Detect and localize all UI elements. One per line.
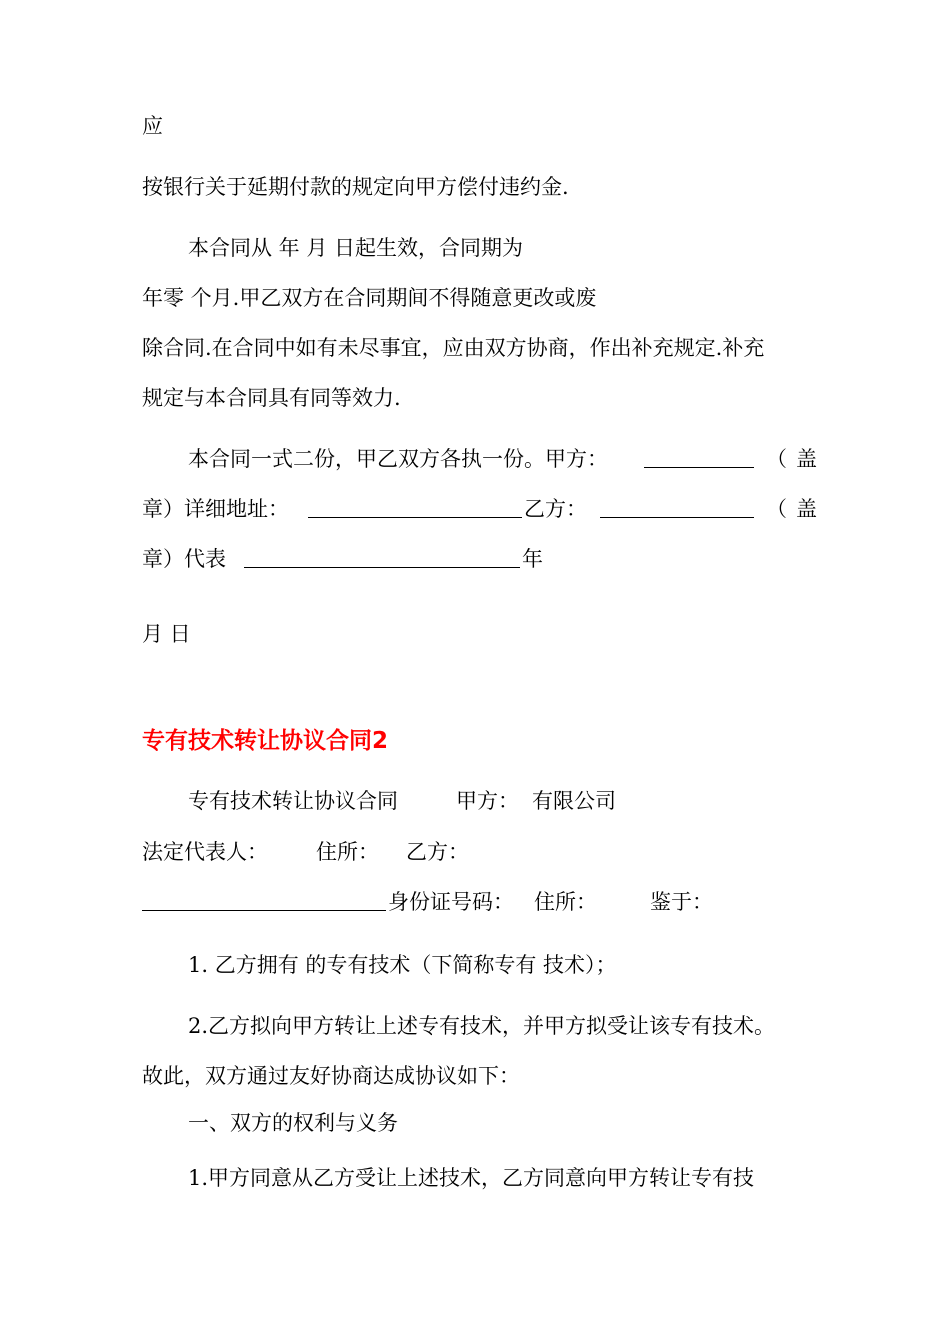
text-line: 规定与本合同具有同等效力. [142,386,401,410]
representative-blank [244,549,520,568]
text-line: 乙方： [406,840,469,864]
text-line: 甲方： [456,789,519,813]
list-item: 1.甲方同意从乙方受让上述技术，乙方同意向甲方转让专有技 [188,1166,755,1190]
text-line: 鉴于： [650,890,713,914]
text-line: 本合同一式二份，甲乙双方各执一份。甲方： [188,447,608,471]
list-item: 1. 乙方拥有 的专有技术（下简称专有 技术）； [188,953,617,977]
text-line: 身份证号码： [388,890,514,914]
text-line: 盖 [796,447,817,471]
text-line: 有限公司 [532,789,616,813]
signature-blank [644,449,754,468]
text-line: 除合同.在合同中如有未尽事宜，应由双方协商，作出补充规定.补充 [142,336,765,360]
text-line: 年 [522,547,543,571]
text-line: （ [766,447,787,471]
text-line: 章）详细地址： [142,497,289,521]
text-line: 本合同从 年 月 日起生效，合同期为 [188,236,524,260]
text-line: 住所： [316,840,379,864]
address-blank [308,499,522,518]
subsection-title: 一、双方的权利与义务 [188,1111,398,1135]
text-line: 故此，双方通过友好协商达成协议如下： [142,1064,520,1088]
text-line: 按银行关于延期付款的规定向甲方偿付违约金. [142,175,569,199]
id-blank [142,892,386,911]
text-line: 法定代表人： [142,840,268,864]
text-line: 年零 个月.甲乙双方在合同期间不得随意更改或废 [142,286,597,310]
section-heading: 专有技术转让协议合同2 [142,728,389,754]
list-item: 2.乙方拟向甲方转让上述专有技术，并甲方拟受让该专有技术。 [188,1014,776,1038]
text-line: 章）代表 [142,547,226,571]
text-line: 住所： [534,890,597,914]
signature-blank [600,499,754,518]
text-line: 应 [142,114,163,138]
text-line: 月 日 [142,622,191,646]
text-line: 乙方： [524,497,587,521]
text-line: 盖 [796,497,817,521]
text-line: （ [766,497,787,521]
text-line: 专有技术转让协议合同 [188,789,398,813]
